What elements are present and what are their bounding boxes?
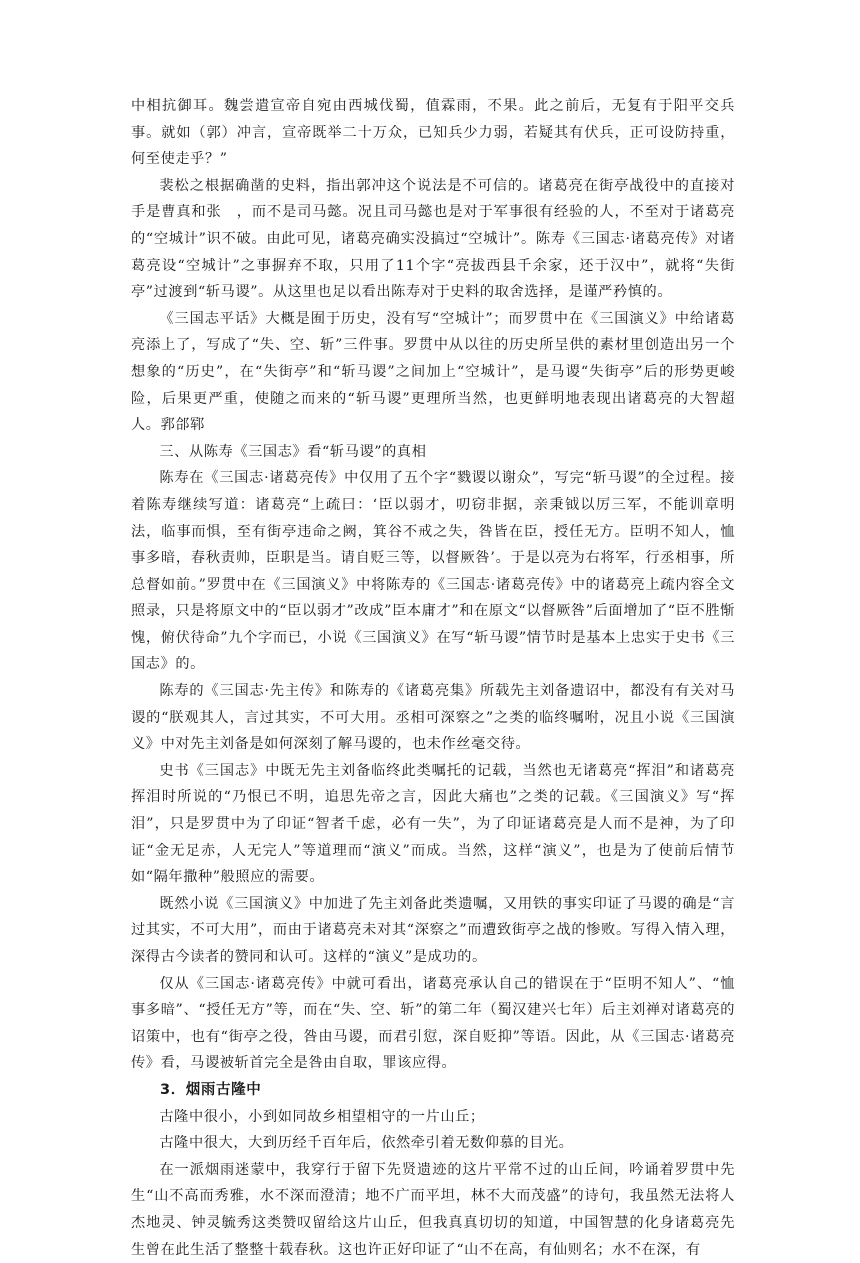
paragraph-7: 既然小说《三国演义》中加进了先主刘备此类遗嘱，又用铁的事实印证了马谡的确是“言过其实，不可大用”，而由于诸葛亮未对其“深察之”而遭致街亭之战的惨败。写得入情入理，深得古今读者的赞同和认可。这样的“演义”是成功的。 [131,895,735,965]
paragraph-10: 古隆中很大，大到历经千百年后，依然牵引着无数仰慕的目光。 [159,1135,574,1152]
paragraph-11: 在一派烟雨迷蒙中，我穿行于留下先贤遗迹的这片平常不过的山丘间，吟诵着罗贯中先生“山不高而秀雅，水不深而澄清；地不广而平坦，林不大而茂盛”的诗句，我虽然无法将人杰地灵、钟灵毓秀这类赞叹留给这片山丘，但我真真切切的知道，中国智慧的化身诸葛亮先生曾在此生活了整整十载春秋。这也许正好印证了“山不在高，有仙则名；水不在深，有 [131,1161,735,1258]
paragraph-5: 陈寿的《三国志·先主传》和陈寿的《诸葛亮集》所载先主刘备遗诏中，都没有有关对马谡的“朕观其人，言过其实，不可大用。丞相可深察之”之类的临终嘱咐，况且小说《三国演义》中对先主刘备是如何深刻了解马谡的，也未作丝毫交待。 [131,683,735,753]
paragraph-9: 古隆中很小，小到如同故乡相望相守的一片山丘； [159,1108,485,1125]
paragraph-3: 《三国志平话》大概是囿于历史，没有写“空城计”；而罗贯中在《三国演义》中给诸葛亮添上了，写成了“失、空、斩”三件事。罗贯中从以往的历史所呈供的素材里创造出另一个想象的“历史”，在“失街亭”和“斩马谡”之间加上“空城计”，是马谡“失街亭”后的形势更峻险，后果更严重，使随之而来的“斩马谡”更理所当然，也更鲜明地表现出诸葛亮的大智超人。郛郃郓 [131,310,735,434]
paragraph-1: 中相抗御耳。魏尝遣宣帝自宛由西城伐蜀，值霖雨，不果。此之前后，无复有于阳平交兵事。就如（郭）冲言，宣帝既举二十万众，已知兵少力弱，若疑其有伏兵，正可设防持重，何至使走乎？” [131,98,735,168]
paragraph-4: 陈寿在《三国志·诸葛亮传》中仅用了五个字“戮谡以谢众”，写完“斩马谡”的全过程。接着陈寿继续写道：诸葛亮“上疏曰：‘臣以弱才，叨窃非据，亲秉钺以厉三军，不能训章明法，临事而惧，至有街亭违命之阙，箕谷不戒之失，咎皆在臣，授任无方。臣明不知人，恤事多暗，春秋责帅，臣职是当。请自贬三等，以督厥咎’。于是以亮为右将军，行丞相事，所总督如前。”罗贯中在《三国演义》中将陈寿的《三国志·诸葛亮传》中的诸葛亮上疏内容全文照录，只是将原文中的“臣以弱才”改成”臣本庸才”和在原文“以督厥咎”后面增加了“臣不胜惭愧，俯伏待命”九个字而已，小说《三国演义》在写“斩马谡”情节时是基本上忠实于史书《三国志》的。 [131,470,735,673]
document-page [131,93,735,1263]
section-heading-3: 三、从陈寿《三国志》看“斩马谡”的真相 [159,443,427,460]
paragraph-6: 史书《三国志》中既无先主刘备临终此类嘱托的记载，当然也无诸葛亮“挥泪”和诸葛亮挥泪时所说的“乃恨已不明，追思先帝之言，因此大痛也”之类的记载。《三国演义》写“挥泪”，只是罗贯中为了印证“智者千虑，必有一失”，为了印证诸葛亮是人而不是神，为了印证“金无足赤，人无完人”等道理而“演义”而成。当然，这样“演义”，也是为了使前后情节如“隔年撒种”般照应的需要。 [131,762,735,886]
paragraph-2: 裴松之根据确凿的史料，指出郭冲这个说法是不可信的。诸葛亮在街亭战役中的直接对手是曹真和张 ，而不是司马懿。况且司马懿也是对于军事很有经验的人，不至对于诸葛亮的“空城计”识不破。由此可见，诸葛亮确实没搞过“空城计”。陈寿《三国志·诸葛亮传》对诸葛亮设“空城计”之事摒弃不取，只用了11个字“亮拔西县千余家，还于汉中”，就将“失街亭”过渡到“斩马谡”。从这里也足以看出陈寿对于史料的取舍选择，是谨严矜慎的。 [131,177,735,301]
article-heading: 3．烟雨古隆中 [160,1081,262,1098]
paragraph-8: 仅从《三国志·诸葛亮传》中就可看出，诸葛亮承认自己的错误在于“臣明不知人”、“恤事多暗”、“授任无方”等，而在“失、空、斩”的第二年（蜀汉建兴七年）后主刘禅对诸葛亮的诏策中，也有“街亭之役，咎由马谡，而君引愆，深自贬抑”等语。因此，从《三国志·诸葛亮传》看，马谡被斩首完全是咎由自取，罪该应得。 [131,975,735,1072]
